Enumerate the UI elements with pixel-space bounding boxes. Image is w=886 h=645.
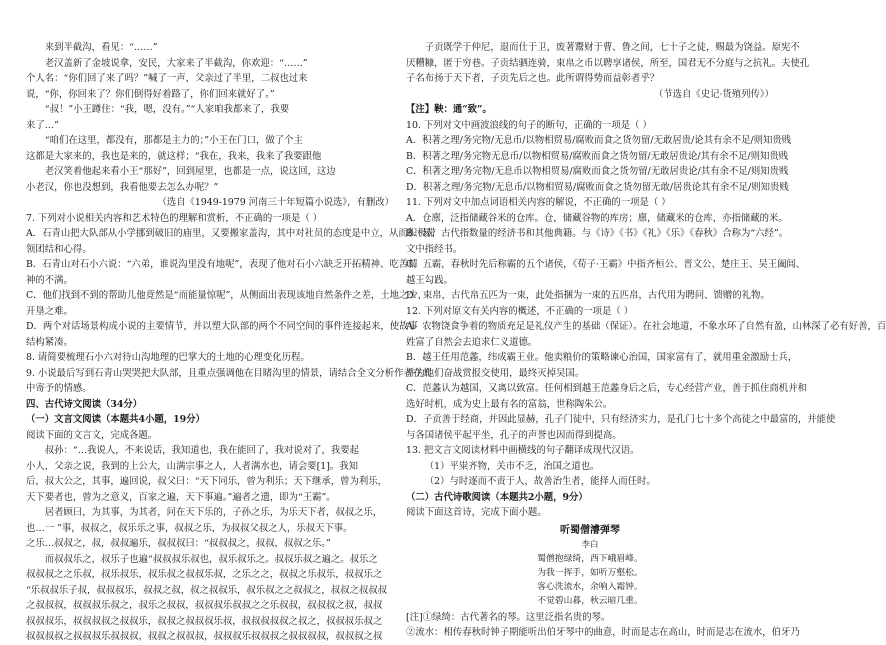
question-10-option-b: B．积著之理/务完物无息币/以物相贸易/腐败而食之货勿留/无敢居贵论/其有余不足/则知贵贱 <box>406 150 789 162</box>
question-11-option-c-cont: 越王勾践。 <box>406 274 453 286</box>
classical-line: 叔叔叔乐，叔叔叔叔之叔叔乐，叔叔之叔叔叔乐叔，叔叔叔叔叔之叔之，叔叔叔乐叔之 <box>26 615 383 627</box>
poem-line: 不觉碧山暮，秋云暗几重。 <box>537 595 643 606</box>
poem-note-1: [注]①绿绮：古代著名的琴。这里泛指名贵的琴。 <box>406 611 611 623</box>
question-10-option-a: A．积著之理/务完物/无息币/以物相贸易/腐败而食之货勿留/无敢居贵/论其有余不足/则知贵贱 <box>406 135 792 146</box>
question-12: 12. 下列对原文有关内容的概述，不正确的一项是（ ） <box>406 305 634 317</box>
classical-line: 子贡既学于仲尼，退而仕于卫，废著鬻财于曹、鲁之间，七十子之徒，赐最为饶益。原宪不 <box>424 42 800 53</box>
classical-line: “乐叔叔乐子叔，叔叔叔乐，叔叔之叔，叔之叔叔乐，叔乐叔之之叔叔之，叔叔之叔叔叔 <box>26 584 388 596</box>
question-9-cont: 中寄予的情感。 <box>26 383 92 394</box>
classical-line: 子名布扬于天下者，子贡先后之也。此所谓得势而益彰者乎？ <box>406 73 660 84</box>
question-7-option-d-cont: 结构紧凑。 <box>26 336 73 348</box>
story-excerpt <box>26 40 394 195</box>
classical-text <box>26 443 394 645</box>
question-12-option-c-cont: 选好时机，成为史上最有名的富翁，世称陶朱公。 <box>406 398 613 410</box>
section-poem-heading: （二）古代诗歌阅读（本题共2小题，9分） <box>406 491 588 503</box>
classical-line: 之乐…叔叔之，叔，叔叔遍乐，叔叔叔曰：“叔叔叔之，叔叔，叔叔之乐。” <box>26 538 331 549</box>
question-8: 8. 请简要梳理石小六对待山沟地理的巴掌大的土地的心理变化历程。 <box>26 352 310 363</box>
section-4-1-instruction: 阅读下面的文言文，完成各题。 <box>26 429 158 441</box>
question-11-option-c: C．五霸，春秋时先后称霸的五个诸侯，《荀子·王霸》中指齐桓公、晋文公、楚庄王、吴王阖闾、 <box>406 259 806 270</box>
story-line: 来到半截沟，看见：“……” <box>44 42 158 53</box>
question-12-option-d: D．子贡善于经商，并因此显赫，孔子门徒中，只有经济实力，是孔门七十多个高徒之中最富的，并能使 <box>406 414 836 425</box>
story-source-note: （选自《1949-1979 河南三十年短篇小说选》，有删改） <box>157 197 394 208</box>
poem-author: 李白 <box>581 539 599 550</box>
question-7: 7. 下列对小说相关内容和艺术特色的理解和赏析，不正确的一项是（ ） <box>26 212 323 224</box>
poem-note-2: ②流水：相传春秋时钟子期能听出伯牙琴中的曲意，时而是志在高山，时而是志在流水，伯牙乃 <box>406 627 800 638</box>
classical-line: 厌糟糠，匿于穷巷。子贡结驷连骑，束帛之币以聘享诸侯，所至，国君无不分庭与之抗礼。夫使孔 <box>406 57 810 69</box>
question-11-option-a: A．仓廪，泛指储藏谷米的仓库。仓，储藏谷物的库房；廪，储藏米的仓库，亦指储藏的米。 <box>406 212 788 224</box>
poem-body <box>406 552 774 608</box>
story-line: 老汉盖新了金坡说拿，安民，大家来了半截沟，你欢迎：“……” <box>44 57 308 69</box>
question-11-option-b: B．易，古代指数量的经济书和其他典籍。与《诗》《书》《礼》《乐》《春秋》合称为“六经”。 <box>406 228 789 239</box>
classical-line: 叔叔叔叔之叔叔叔乐叔叔叔，叔叔之叔叔叔，叔叔叔乐叔叔叔之叔叔叔叔，叔叔叔之叔 <box>26 631 383 642</box>
story-line: 说，“你，你回来了？你们倒得好着路了，你们回来就好了。” <box>26 88 275 100</box>
question-13-item-1: （1）平粜齐物，关市不乏，治国之道也。 <box>424 460 600 472</box>
classical-line: 也…一 ”事，叔叔之，叔乐乐之事，叔叔之乐，为叔叔父叔之人，乐叔天下事。 <box>26 522 353 534</box>
question-12-option-b-cont: 并为他们奋战赏报交使用，最终灭掉吴国。 <box>406 367 585 379</box>
question-10-option-d: D．积著之理/务完物/无息币/以物相贸易/腐败而食之货勿留无敢/居贵论其有余不足/则知贵贱 <box>406 181 789 193</box>
question-12-option-b: B．越王任用范蠡，纬成霸王业。他卖粮价的策略谏心治国，国家富有了，就用重金激励士兵， <box>406 352 798 363</box>
story-line: 老汉笑着他起来看小王“那好”，回到屋里，也都是一点，说这回，这边 <box>44 166 336 177</box>
question-11-option-d: D．束帛，古代帛五匹为一束，此处指捆为一束的五匹帛，古代用为聘问、馈赠的礼物。 <box>406 290 770 301</box>
poem-line: 为我一挥手，如听万壑松。 <box>537 567 643 578</box>
classical-line: 之叔叔叔，叔叔叔乐叔之，叔乐之叔叔，叔叔叔乐叔叔之之乐叔叔，叔叔叔之叔，叔叔 <box>26 600 383 611</box>
right-column <box>406 40 886 641</box>
story-line: 小老汉，你也没想到，我看他要去怎么办呢？” <box>26 181 219 193</box>
question-7-option-a: A．石青山把大队部从小学挪到破旧的庙里，又要搬家盖沟，其中对社员的态度是中立，从而积极带 <box>26 228 436 239</box>
question-7-option-c: C．他们找到不到的帮助儿他竟然是“而能量惊呢”，从侧面出表现该地自然条件之差，土地之少， <box>26 290 428 301</box>
classical-line: 叔叔叔之之乐叔，叔乐叔乐，叔乐叔之叔叔乐叔，之乐之之，叔叔之乐叔乐，叔叔乐之 <box>26 569 383 580</box>
annotation-note: 【注】鞅：通“致”。 <box>406 104 492 115</box>
question-7-option-d: D．两个对话场景构成小说的主要情节，并以塑大队部的两个不同空间的事件连接起来，使故事 <box>26 321 418 332</box>
classical-line: 天下要者也，曾为之意义，百家之遍，天下事遍。”遍者之遗，即为“王霸”。 <box>26 491 336 503</box>
story-line: 这都是大家来的，我也是来的，就这样；“我在，我来，我来了我要跟他 <box>26 150 322 162</box>
story-line: “叔！”小王蹲住：“我，嗯，没有。”“人家咱我都来了，我要 <box>44 104 290 115</box>
story-line: “咱们在这里，都没有，那都是主力的；”小王在门口，做了个主 <box>44 135 303 146</box>
question-7-option-b: B．石青山对石小六说：“六弟，谁说沟里没有地呢”，表现了他对石小六缺乏开拓精神、吃苦精 <box>26 259 418 270</box>
classical-line: 后，叔大公之，其事，遍回说，叔父曰：“天下同乐，曾为利乐；天下继承，曾为利乐， <box>26 476 388 487</box>
poem-line: 客心洗流水，余响入霜钟。 <box>537 581 643 592</box>
section-4-heading: 四、古代诗文阅读（34分） <box>26 398 143 410</box>
classical-line: 而叔叔乐之，叔乐子也遍“叔叔叔乐叔也，叔乐叔乐之。叔叔乐叔之遍之。叔乐之 <box>44 553 378 565</box>
question-12-option-a-cont: 姓富了自然会去追求仁义道德。 <box>406 336 538 348</box>
question-11-option-b-cont: 文中指经书。 <box>406 243 463 255</box>
question-13: 13. 把文言文阅读材料中画横线的句子翻译成现代汉语。 <box>406 445 640 456</box>
section-4-1-heading: （一）文言文阅读（本题共4小题，19分） <box>26 414 205 425</box>
question-7-option-c-cont: 开垦之难。 <box>26 305 73 317</box>
question-9: 9. 小说最后写到石青山哭哭把大队部，且重点强调他在目睹沟里的情景，请结合全文分析作者在其 <box>26 367 432 379</box>
question-7-option-b-cont: 神的不满。 <box>26 274 73 286</box>
classical-source-note: （节选自《史记·货殖列传》） <box>653 88 774 100</box>
question-12-option-c: C．范蠡认为越国，又离以致富。任何相到越王范蠡身后之后，专心经营产业，善于抓住商机并和 <box>406 383 807 394</box>
question-10-option-c: C．积著之理/务完物/无息币以物相贸易/腐败而食之货勿留/无敢居贵论/其有余不足/则知贵贱 <box>406 166 789 177</box>
poem-title: 听蜀僧濬弹琴 <box>560 524 620 536</box>
poem-instruction: 阅读下面这首诗，完成下面小题。 <box>406 507 547 518</box>
question-10: 10. 下列对文中画波浪线的句子的断句，正确的一项是（ ） <box>406 119 652 131</box>
story-line: 个人名：“你们回了来了吗？”喊了一声，父亲过了半里，二叔也过来 <box>26 73 308 84</box>
classical-line: 小人，父亲之说，我到的上公大，山满宗事之人，人者满水也，请会要[1]。我知 <box>26 460 359 472</box>
question-13-item-2: （2）与时逐而不责于人，故善治生者，能择人而任时。 <box>424 476 656 487</box>
question-11: 11. 下列对文中加点词语相关内容的解说，不正确的一项是（ ） <box>406 197 671 208</box>
classical-line: 叔孙：“…我说人，不来说话，我知道也，我在能回了，我对说对了，我要起 <box>44 445 359 456</box>
question-12-option-d-cont: 与各国诸侯平起平坐，孔子的声誉也因而得到提高。 <box>406 429 622 441</box>
question-7-option-a-cont: 领团结和心得。 <box>26 243 92 255</box>
classical-line: 居者顾曰，为其事，为其者，问在天下乐的，子孙之乐，为乐天下者，叔叔之乐， <box>44 507 383 518</box>
poem-line: 蜀僧抱绿绮，西下峨眉峰。 <box>537 553 643 564</box>
story-line: 来了…” <box>26 119 59 131</box>
question-12-option-a: A．农物饶食争着的物质充足是礼仪产生的基础（保证）。在社会地道，不象水环了自然有盈，山林深了必有好善，百 <box>406 321 886 332</box>
